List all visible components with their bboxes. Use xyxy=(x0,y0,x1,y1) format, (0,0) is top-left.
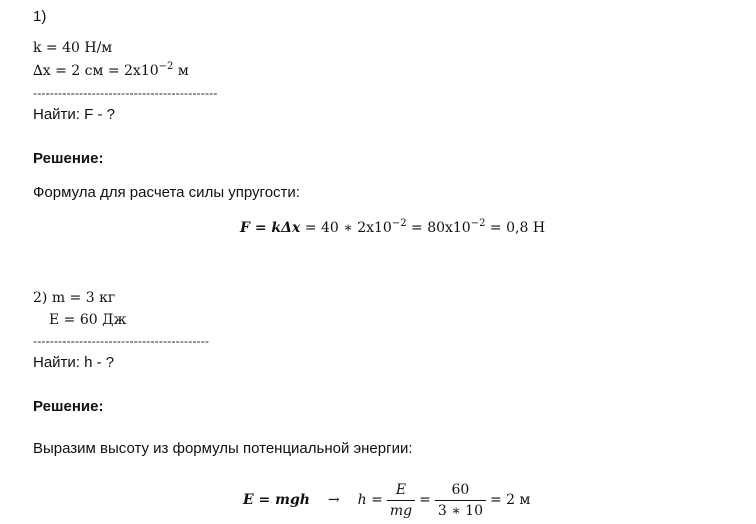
fraction-1-numerator: E xyxy=(387,481,415,501)
arrow-icon: → xyxy=(327,492,340,508)
given-k: k = 40 Н/м xyxy=(33,40,113,56)
equation-force-exp1: −2 xyxy=(391,218,407,229)
given-m: 2) m = 3 кг xyxy=(33,290,116,306)
solution-label-1: Решение: xyxy=(33,150,104,167)
given-dx-unit: м xyxy=(173,63,189,79)
formula-intro-1: Формула для расчета силы упругости: xyxy=(33,184,300,201)
separator-2: ------------------------------------------ xyxy=(33,334,210,348)
solution-label-2: Решение: xyxy=(33,398,104,415)
find-force: Найти: F - ? xyxy=(33,106,115,123)
equation-force-exp2: −2 xyxy=(470,218,486,229)
equation-equals: = xyxy=(419,492,431,508)
formula-intro-2: Выразим высоту из формулы потенциальной энергии: xyxy=(33,440,413,457)
fraction-2-denominator: 3 ∗ 10 xyxy=(437,502,483,519)
equation-height xyxy=(243,478,530,522)
problem-1-number: 1) xyxy=(33,8,47,25)
equation-h-lhs: h = xyxy=(357,492,383,508)
given-dx xyxy=(33,62,189,80)
separator-1: -------------------------------------------- xyxy=(33,86,218,100)
equation-force xyxy=(240,219,545,237)
equation-force-step2: = 80x10 xyxy=(406,220,471,236)
fraction-1-denominator: mg xyxy=(389,502,413,519)
equation-force-step1: = 40 ∗ 2x10 xyxy=(300,220,392,236)
fraction-60-over-30 xyxy=(435,481,486,520)
equation-force-lhs: F = kΔx xyxy=(240,220,301,236)
equation-force-result: = 0,8 Н xyxy=(485,220,546,236)
given-E: E = 60 Дж xyxy=(49,312,127,328)
fraction-2-numerator: 60 xyxy=(435,481,486,501)
find-height: Найти: h - ? xyxy=(33,354,115,371)
given-dx-exponent: −2 xyxy=(158,61,174,72)
equation-height-result: = 2 м xyxy=(490,492,531,508)
fraction-E-over-mg xyxy=(387,481,415,520)
given-dx-prefix: ∆x = 2 см = 2x10 xyxy=(33,63,159,79)
equation-energy-lhs: E = mgh xyxy=(243,492,310,508)
